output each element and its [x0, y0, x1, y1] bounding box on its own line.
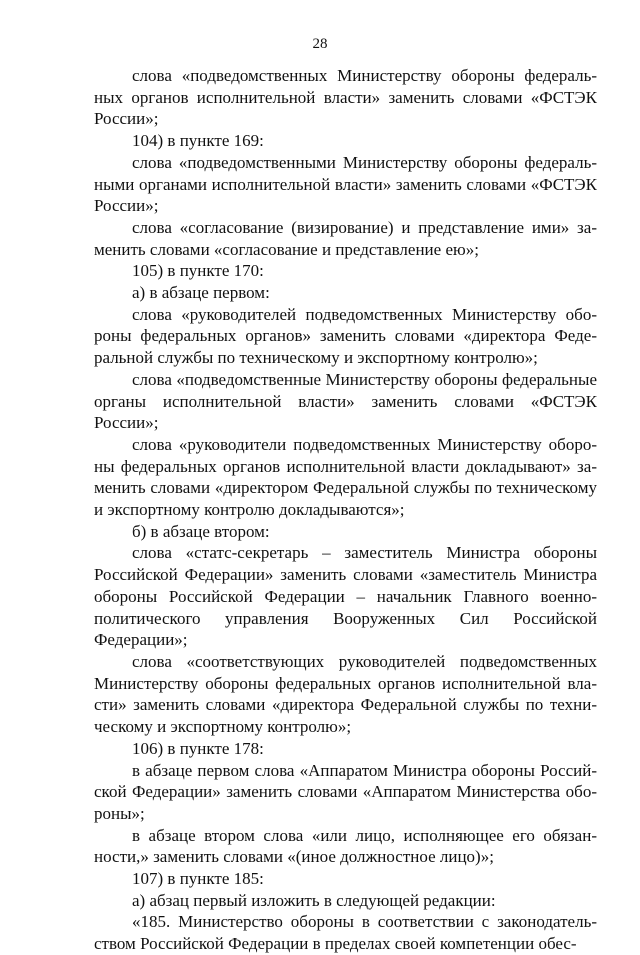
paragraph-13: 106) в пункте 178: — [132, 738, 264, 758]
paragraph-3: слова «подведомственными Министерству обороны федеральными органами исполнительной власти» заменить словами «ФСТЭК России»; — [94, 152, 597, 216]
paragraph-14: в абзаце первом слова «Аппаратом Министра обороны Российской Федерации» заменить словами «Аппаратом Министерства обороны»; — [94, 760, 597, 823]
paragraph-11: слова «статс-секретарь – заместитель Министра обороны Российской Федерации» заменить словами «заместитель Министра обороны Российской Федерации – начальник Главного военно-политического управления Вооруженных Сил Российской Федерации»; — [94, 543, 597, 650]
paragraph-12: слова «соответствующих руководителей подведомственных Министерству обороны федеральных органов исполнительной власти» заменить словами «директора Федеральной службы по техническому и экспортному контролю»; — [94, 651, 597, 737]
paragraph-9: слова «руководители подведомственных Министерству обороны федеральных органов исполнительной власти докладывают» заменить словами «директором Федеральной службы по техническому и экспортному контролю докладываются»; — [94, 434, 597, 520]
paragraph-18: «185. Министерство обороны в соответствии с законодательством Российской Федерации в пределах своей компетенции обес- — [94, 912, 597, 954]
paragraph-2: 104) в пункте 169: — [132, 131, 264, 151]
paragraph-4: слова «согласование (визирование) и представление ими» заменить словами «согласование и представление ею»; — [94, 217, 597, 259]
paragraph-10: б) в абзаце втором: — [132, 521, 270, 541]
paragraph-17: а) абзац первый изложить в следующей редакции: — [132, 890, 496, 910]
page-number: 28 — [312, 36, 328, 52]
paragraph-1: слова «подведомственных Министерству обороны федеральных органов исполнительной власти» заменить словами «ФСТЭК России»; — [94, 66, 597, 129]
paragraph-16: 107) в пункте 185: — [132, 869, 264, 889]
paragraph-8: слова «подведомственные Министерству обороны федеральные органы исполнительной власти» заменить словами «ФСТЭК России»; — [94, 369, 597, 433]
paragraph-7: слова «руководителей подведомственных Министерству обороны федеральных органов» заменить словами «директора Федеральной службы по техническому и экспортному контролю»; — [94, 304, 597, 368]
paragraph-6: а) в абзаце первом: — [132, 283, 270, 303]
document-body — [94, 65, 597, 955]
paragraph-5: 105) в пункте 170: — [132, 261, 264, 281]
paragraph-15: в абзаце втором слова «или лицо, исполняющее его обязанности,» заменить словами «(иное должностное лицо)»; — [94, 825, 597, 867]
